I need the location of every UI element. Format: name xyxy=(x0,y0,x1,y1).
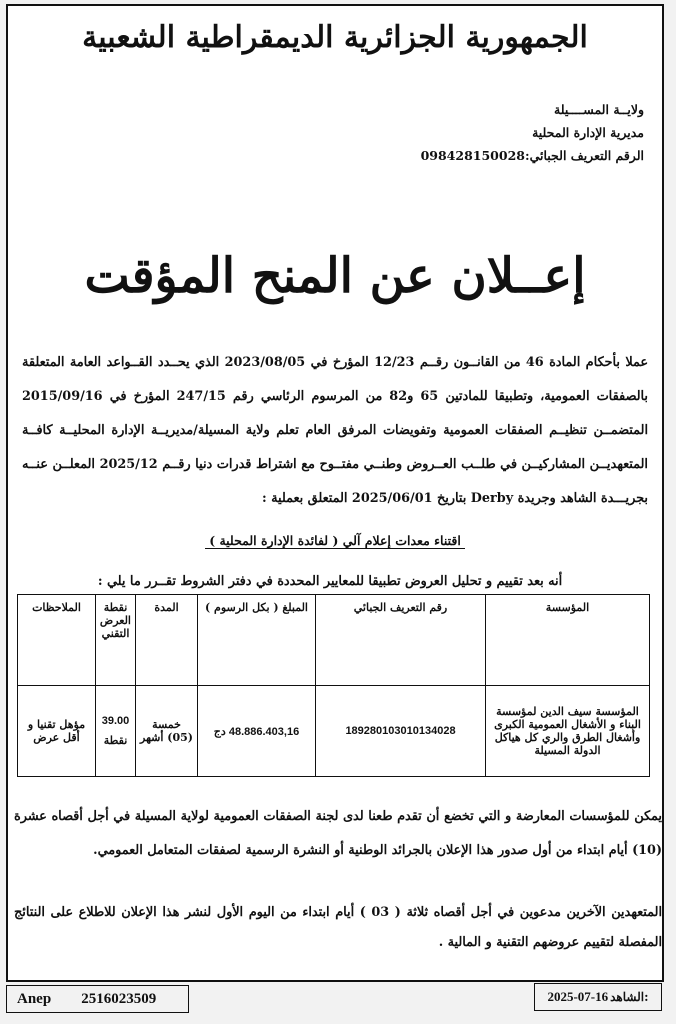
republic-header: الجمهورية الجزائرية الديمقراطية الشعبية xyxy=(82,20,588,55)
col-duration: المدة xyxy=(136,595,198,686)
publication-date: 2025-07-16 xyxy=(547,989,609,1004)
invite-paragraph: المتعهدين الآخرين مدعوين في أجل أقصاه ثلاثة ( 03 ) أيام ابتداء من اليوم الأول لنشر هذا الإعلان للاطلاع على النتائج المفصلة لتقييم عروضهم التقنية و المالية . xyxy=(14,905,663,950)
publication-label: الشاهد: xyxy=(610,990,649,1004)
project-name xyxy=(68,533,602,548)
cell-notes: مؤهل تقنيا و أقل عرض xyxy=(18,686,96,777)
project-name-text: اقتناء معدات إعلام آلي ( لفائدة الإدارة المحلية ) xyxy=(205,533,465,549)
anep-label: Anep xyxy=(17,990,52,1007)
appeal-paragraph: يمكن للمؤسسات المعارضة و التي تخضع أن تقدم طعنا لدى لجنة الصفقات العمومية لولاية المسيلة في أجل أقصاه عشرة (10) أيام ابتداء من أول صدور هذا الإعلان بالجرائد الوطنية أو النشرة الرسمية لصفقات المتعامل العمومي. xyxy=(14,809,662,858)
tax-id-line: الرقم التعريف الجبائي:098428150028 xyxy=(420,148,644,163)
administration-block xyxy=(324,98,644,167)
cell-amount: 48.886.403,16 دج xyxy=(198,686,316,777)
anep-number: 2516023509 xyxy=(81,990,157,1007)
cell-duration: خمسة (05) أشهر xyxy=(136,686,198,777)
cell-score: 39.00 نقطة xyxy=(96,686,136,777)
table-header-row xyxy=(18,595,650,686)
col-company: المؤسسة xyxy=(486,595,650,686)
table-row xyxy=(18,686,650,777)
intro-line: أنه بعد تقييم و تحليل العروض تطبيقا للمعايير المحددة في دفتر الشروط تقــرر ما يلي : xyxy=(97,574,563,589)
col-score: نقطة العرض التقني xyxy=(96,595,136,686)
announcement-title: إعــلان عن المنح المؤقت xyxy=(84,248,586,304)
directorate-line: مديرية الإدارة المحلية xyxy=(532,125,644,140)
cell-company: المؤسسة سيف الدين لمؤسسة البناء و الأشغال العمومية الكبرى وأشغال الطرق والري كل هياكل الدولة المسيلة xyxy=(486,686,650,777)
col-amount: المبلغ ( بكل الرسوم ) xyxy=(198,595,316,686)
wilaya-line: ولايــة المســــيلة xyxy=(554,102,644,117)
publication-date-box xyxy=(534,983,662,1011)
cell-tax-id: 189280103010134028 xyxy=(316,686,486,777)
body-paragraph: عملا بأحكام المادة 46 من القانــون رقــم 12/23 المؤرخ في 2023/08/05 الذي يحــدد القــواعد العامة المتعلقة بالصفقات العمومية، وتطبيقا للمادتين 65 و82 من المرسوم الرئاسي رقم 247/15 المؤرخ في 2015/09/16 المتضمــن تنظيــم الصفقات العمومية وتفويضات المرفق العام تعلم ولاية المسيلة/مديريــة الإدارة المحليــة كافــة المتعهديــن المشاركيــن في طلــب العــروض وطنــي مفتــوح مع اشتراط قدرات دنيا رقــم 2025/12 المعلــن عنــه بجريـــدة الشاهد وجريدة Derby بتاريخ 2025/06/01 المتعلق بعملية : xyxy=(22,355,648,506)
col-tax-id: رقم التعريف الجبائي xyxy=(316,595,486,686)
anep-box xyxy=(6,985,189,1013)
col-notes: الملاحظات xyxy=(18,595,96,686)
results-table xyxy=(17,594,650,777)
